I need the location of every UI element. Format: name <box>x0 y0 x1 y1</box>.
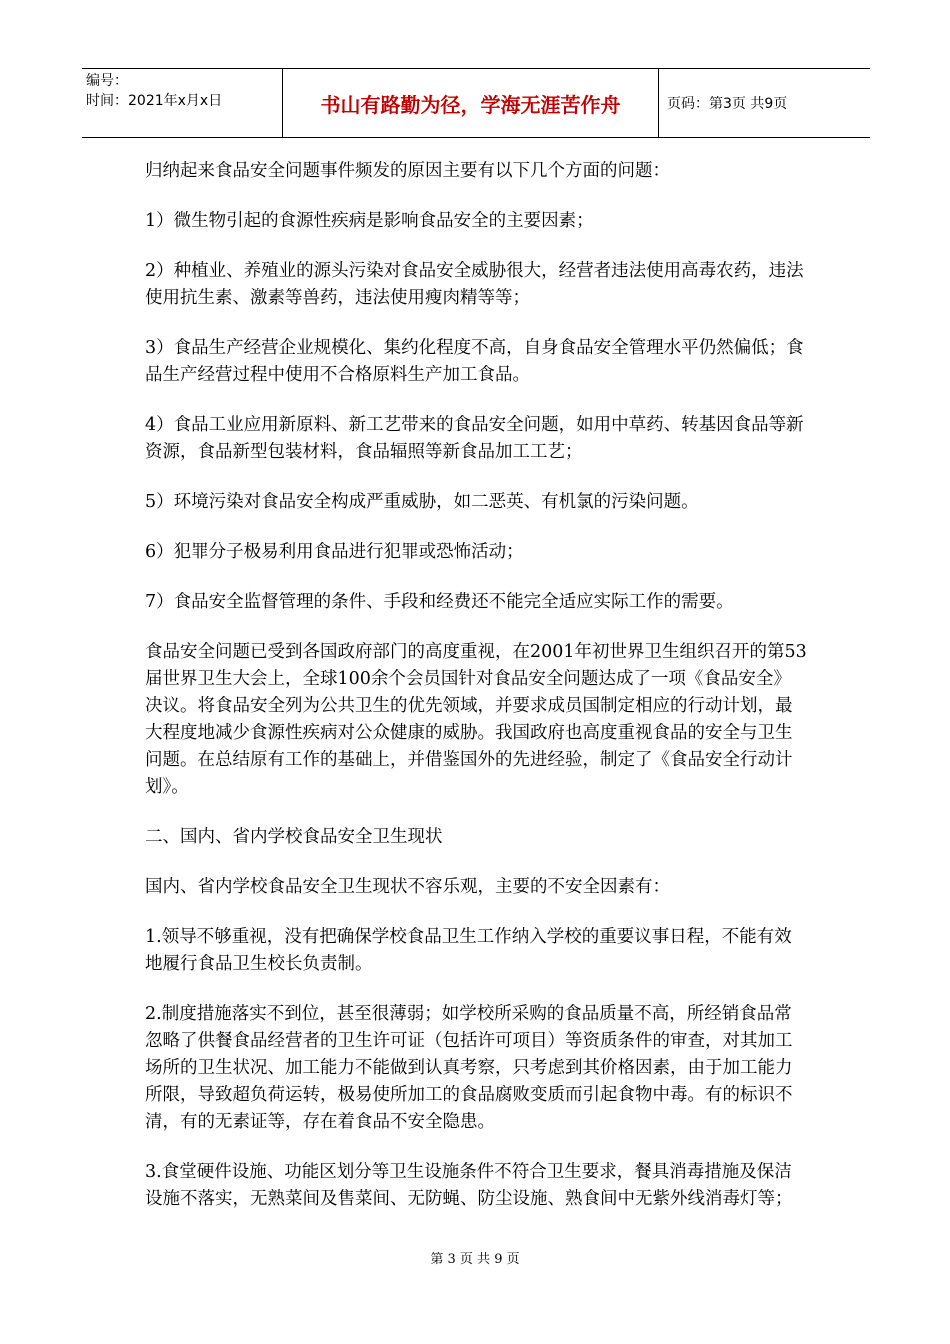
paragraph: 归纳起来食品安全问题事件频发的原因主要有以下几个方面的问题： <box>145 161 670 181</box>
paragraph: 6）犯罪分子极易利用食品进行犯罪或恐怖活动； <box>145 542 524 562</box>
motto-cell <box>283 69 659 137</box>
paragraph: 国内、省内学校食品安全卫生现状不容乐观，主要的不安全因素有： <box>145 877 670 897</box>
number-label: 编号： <box>86 73 128 89</box>
time-label: 时间：2021年x月x日 <box>86 93 223 109</box>
header-table <box>82 68 870 138</box>
header-meta-cell <box>82 69 283 137</box>
paragraph: 2.制度措施落实不到位，甚至很薄弱；如学校所采购的食品质量不高，所经销食品常忽略了供餐食品经营者的卫生许可证（包括许可项目）等资质条件的审查，对其加工场所的卫生状况、加工能力不能做到认真考察，只考虑到其价格因素，由于加工能力所限，导致超负荷运转，极易使所加工的食品腐败变质而引起食物中毒。有的标识不清，有的无素证等，存在着食品不安全隐患。 <box>145 1004 793 1132</box>
paragraph: 3.食堂硬件设施、功能区划分等卫生设施条件不符合卫生要求，餐具消毒措施及保洁设施不落实，无熟菜间及售菜间、无防蝇、防尘设施、熟食间中无紫外线消毒灯等； <box>145 1162 793 1209</box>
paragraph: 7）食品安全监督管理的条件、手段和经费还不能完全适应实际工作的需要。 <box>145 592 734 612</box>
paragraph: 3）食品生产经营企业规模化、集约化程度不高，自身食品安全管理水平仍然偏低；食品生产经营过程中使用不合格原料生产加工食品。 <box>145 338 804 385</box>
paragraph: 食品安全问题已受到各国政府部门的高度重视，在2001年初世界卫生组织召开的第53届世界卫生大会上，全球100余个会员国针对食品安全问题达成了一项《食品安全》决议。将食品安全列为公共卫生的优先领域，并要求成员国制定相应的行动计划，最大程度地减少食源性疾病对公众健康的威胁。我国政府也高度重视食品的安全与卫生问题。在总结原有工作的基础上，并借鉴国外的先进经验，制定了《食品安全行动计划》。 <box>145 642 807 797</box>
page-footer <box>0 1248 950 1267</box>
paragraph: 4）食品工业应用新原料、新工艺带来的食品安全问题，如用中草药、转基因食品等新资源，食品新型包装材料，食品辐照等新食品加工工艺； <box>145 415 804 462</box>
footer-page-number: 第 3 页 共 9 页 <box>430 1252 520 1267</box>
section-heading: 二、国内、省内学校食品安全卫生现状 <box>145 827 443 847</box>
paragraph: 5）环境污染对食品安全构成严重威胁，如二恶英、有机氯的污染问题。 <box>145 492 699 512</box>
paragraph: 1）微生物引起的食源性疾病是影响食品安全的主要因素； <box>145 211 594 231</box>
paragraph: 1.领导不够重视，没有把确保学校食品卫生工作纳入学校的重要议事日程，不能有效地履行食品卫生校长负责制。 <box>145 927 792 974</box>
motto-text: 书山有路勤为径，学海无涯苦作舟 <box>320 92 621 117</box>
page-code-text: 页码：第3页 共9页 <box>667 96 788 112</box>
document-body <box>145 158 807 1236</box>
paragraph: 2）种植业、养殖业的源头污染对食品安全威胁很大，经营者违法使用高毒农药，违法使用抗生素、激素等兽药，违法使用瘦肉精等等； <box>145 261 804 308</box>
page-code-cell <box>659 69 870 137</box>
